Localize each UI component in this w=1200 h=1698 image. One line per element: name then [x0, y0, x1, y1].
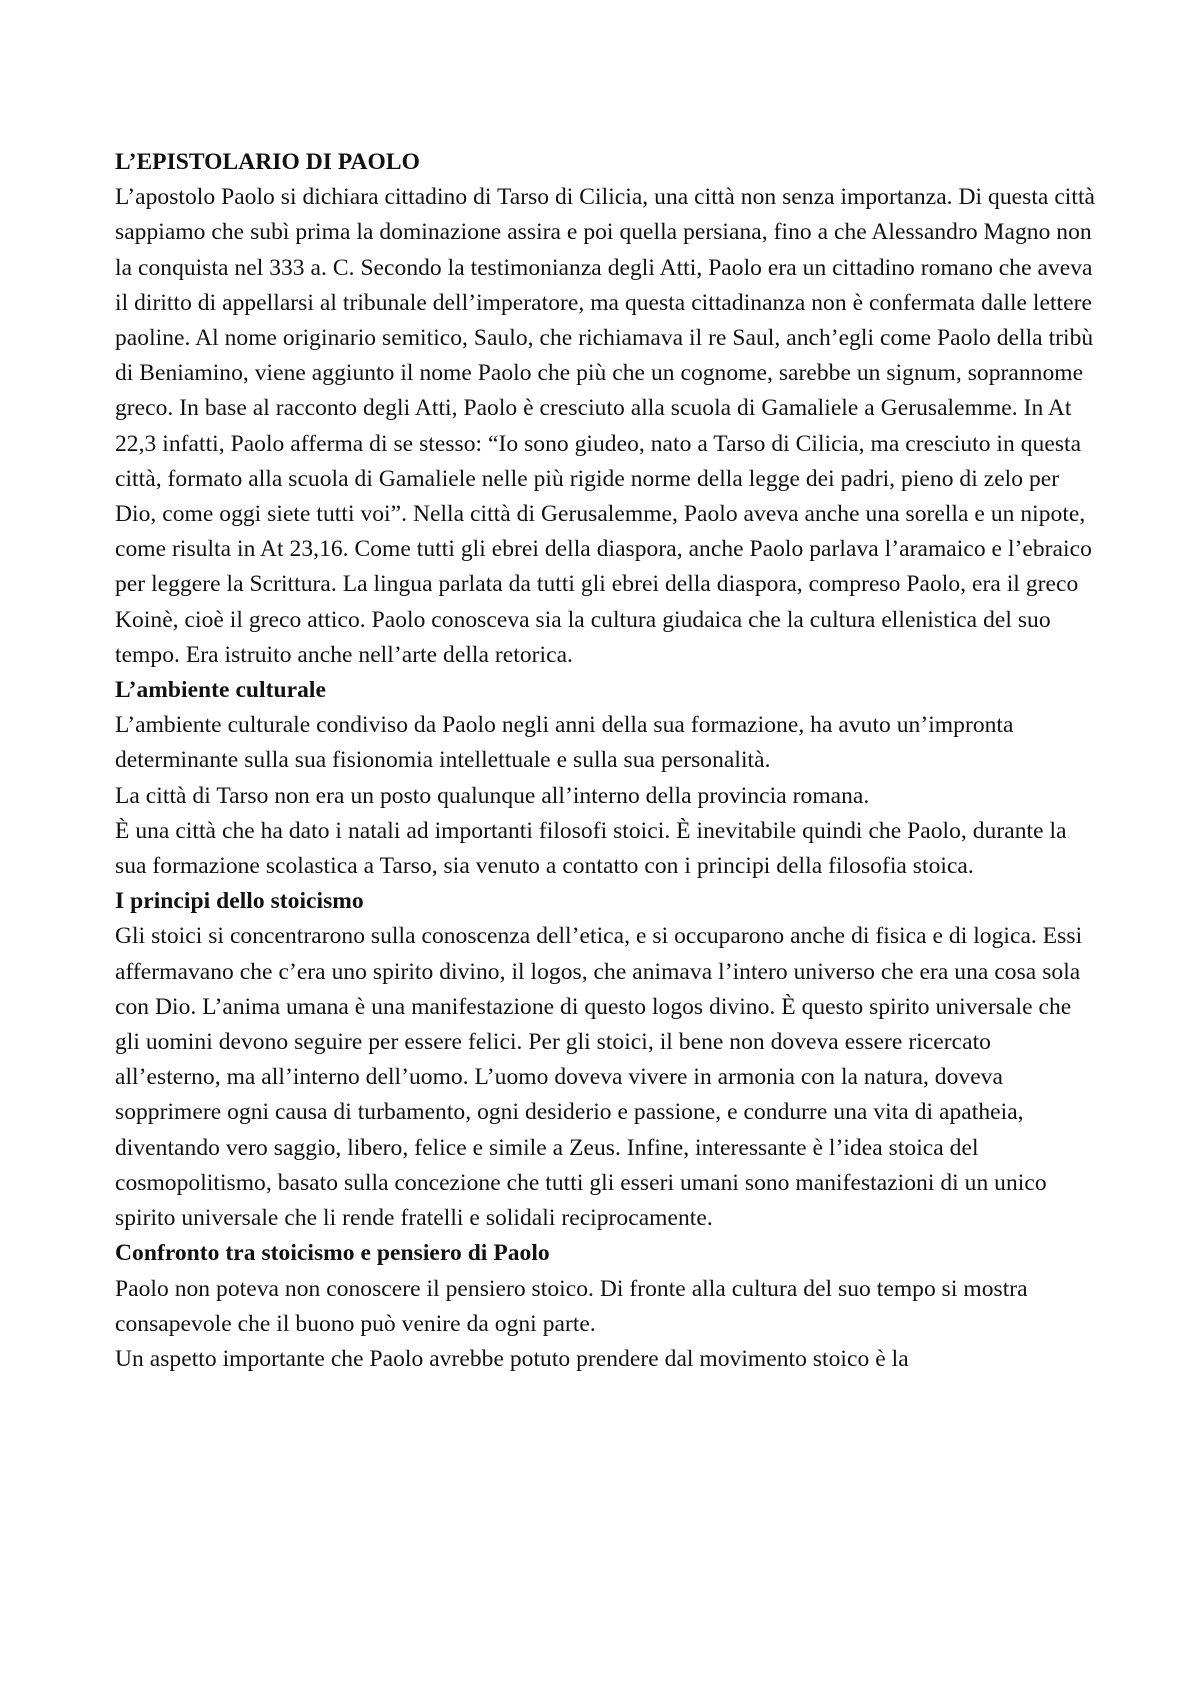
section-heading-ambiente-culturale: L’ambiente culturale [115, 677, 326, 704]
section1-paragraph-3: È una città che ha dato i natali ad importanti filosofi stoici. È inevitabile quindi che Paolo, durante la sua formazione scolastica a Tarso, sia venuto a contatto con i principi della filosofia stoica. [115, 817, 1067, 880]
section3-paragraph-2: Un aspetto importante che Paolo avrebbe potuto prendere dal movimento stoico è la [115, 1345, 909, 1372]
section2-paragraph: Gli stoici si concentrarono sulla conoscenza dell’etica, e si occuparono anche di fisica e di logica. Essi affermavano che c’era uno spirito divino, il logos, che animava l’intero universo che era una cosa sola con Dio. L’anima umana è una manifestazione di questo logos divino. È questo spirito universale che gli uomini devono seguire per essere felici. Per gli stoici, il bene non doveva essere ricercato all’esterno, ma all’interno dell’uomo. L’uomo doveva vivere in armonia con la natura, doveva sopprimere ogni causa di turbamento, ogni desiderio e passione, e condurre una vita di apatheia, diventando vero saggio, libero, felice e simile a Zeus. Infine, interessante è l’idea stoica del cosmopolitismo, basato sulla concezione che tutti gli esseri umani sono manifestazioni di un unico spirito universale che li rende fratelli e solidali reciprocamente. [115, 923, 1083, 1232]
document-body [115, 145, 1100, 1377]
section1-paragraph-1: L’ambiente culturale condiviso da Paolo negli anni della sua formazione, ha avuto un’impronta determinante sulla sua fisionomia intellettuale e sulla sua personalità. [115, 712, 1014, 774]
section1-paragraph-2: La città di Tarso non era un posto qualunque all’interno della provincia romana. [115, 782, 870, 809]
section3-paragraph-1: Paolo non poteva non conoscere il pensiero stoico. Di fronte alla cultura del suo tempo si mostra consapevole che il buono può venire da ogni parte. [115, 1275, 1028, 1337]
section-heading-confronto: Confronto tra stoicismo e pensiero di Paolo [115, 1240, 550, 1267]
document-title: L’EPISTOLARIO DI PAOLO [115, 149, 420, 175]
section-heading-principi-stoicismo: I principi dello stoicismo [115, 888, 364, 915]
intro-paragraph: L’apostolo Paolo si dichiara cittadino di Tarso di Cilicia, una città non senza importanza. Di questa città sappiamo che subì prima la dominazione assira e poi quella persiana, fino a che Alessandro Magno non la conquista nel 333 a. C. Secondo la testimonianza degli Atti, Paolo era un cittadino romano che aveva il diritto di appellarsi al tribunale dell’imperatore, ma questa cittadinanza non è confermata dalle lettere paoline. Al nome originario semitico, Saulo, che richiamava il re Saul, anch’egli come Paolo della tribù di Beniamino, viene aggiunto il nome Paolo che più che un cognome, sarebbe un signum, soprannome greco. In base al racconto degli Atti, Paolo è cresciuto alla scuola di Gamaliele a Gerusalemme. In At 22,3 infatti, Paolo afferma di se stesso: “Io sono giudeo, nato a Tarso di Cilicia, ma cresciuto in questa città, formato alla scuola di Gamaliele nelle più rigide norme della legge dei padri, pieno di zelo per Dio, come oggi siete tutti voi”. Nella città di Gerusalemme, Paolo aveva anche una sorella e un nipote, come risulta in At 23,16. Come tutti gli ebrei della diaspora, anche Paolo parlava l’aramaico e l’ebraico per leggere la Scrittura. La lingua parlata da tutti gli ebrei della diaspora, compreso Paolo, era il greco Koinè, cioè il greco attico. Paolo conosceva sia la cultura giudaica che la cultura ellenistica del suo tempo. Era istruito anche nell’arte della retorica. [115, 184, 1096, 668]
